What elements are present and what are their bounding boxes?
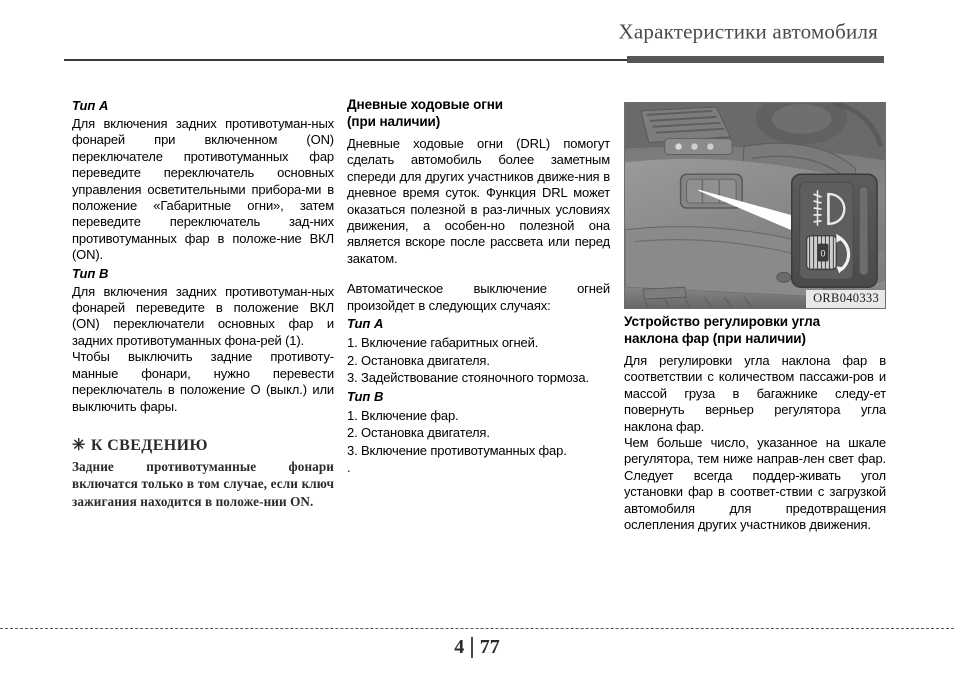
drl-intro-text: Дневные ходовые огни (DRL) помогут сделать автомобиль более заметным спереди для других участников движе-ния в дневное время суток. Функция DRL может оказаться полезной в раз-личных условиях движения, а особен-но полезной она является вскоре после рассвета или перед закатом. xyxy=(347,136,610,266)
header-rule-thick xyxy=(627,56,884,63)
left-type-a-heading: Тип A xyxy=(72,98,109,113)
middle-column xyxy=(347,96,610,476)
list-item: 2. Остановка двигателя. xyxy=(347,425,490,441)
notice-title: К СВЕДЕНИЮ xyxy=(90,436,208,454)
left-type-b-text-2: Чтобы выключить задние противоту-манные фонари, нужно перевести переключатель в положение O (выкл.) или выключить фары. xyxy=(72,349,334,414)
dial-zero-label: 0 xyxy=(820,248,826,259)
leveling-heading-line2: наклона фар (при наличии) xyxy=(624,331,806,346)
auto-off-text: Автоматическое выключение огней произойдет в следующих случаях: xyxy=(347,281,610,313)
drl-heading-line2: (при наличии) xyxy=(347,114,441,129)
chapter-number: 4 xyxy=(454,636,465,658)
left-type-a-text: Для включения задних противотуман-ных фонарей при включенном (ON) переключателе противотуманных фар переведите переключатель основных управления осветительными прибора-ми в положение «Габаритные огни», затем переведите переключатель зад-них противотуманных фар в положе-ние ВКЛ (ON). xyxy=(72,116,334,263)
mid-type-a-heading: Тип A xyxy=(347,316,384,332)
asterisk-icon: ✳ xyxy=(72,436,86,454)
left-type-b-text-1: Для включения задних противотуман-ных фонарей переведите в положение ВКЛ (ON) переключатели основных фар и задних противотуманных фона-рей (1). xyxy=(72,283,334,348)
mid-type-b-heading: Тип B xyxy=(347,388,384,404)
footer-divider xyxy=(0,628,954,629)
list-item: 1. Включение фар. xyxy=(347,407,459,423)
page-number xyxy=(0,636,954,659)
drl-section-heading xyxy=(347,96,610,130)
drl-heading-line1: Дневные ходовые огни xyxy=(347,97,503,112)
leveling-section-heading xyxy=(624,313,886,347)
notice-block xyxy=(72,437,334,511)
notice-body: Задние противотуманные фонари включатся только в том случае, если ключ зажигания находится в положе-нии ON. xyxy=(72,458,334,509)
left-column xyxy=(72,96,334,510)
list-item: 1. Включение габаритных огней. xyxy=(347,335,539,351)
dashboard-illustration xyxy=(625,103,885,308)
callout-panel xyxy=(792,174,877,287)
leveling-text-1: Для регулировки угла наклона фар в соответствии с количеством пассажи-ров и массой груза в багажнике следу-ет повернуть верньер регулятора угла наклона фар. xyxy=(624,353,886,434)
page-header xyxy=(0,0,954,62)
dashboard-figure xyxy=(624,102,886,309)
page-title: Характеристики автомобиля xyxy=(618,19,878,44)
right-column xyxy=(624,313,886,533)
leveling-heading-line1: Устройство регулировки угла xyxy=(624,314,821,329)
leveling-text-2: Чем больше число, указанное на шкале регулятора, тем ниже направ-лен свет фар. Следует всегда поддер-живать угол установки фар в соответ-ствии с загрузкой автомобиля для предотвращения ослепления других участников движения. xyxy=(624,435,886,533)
list-item: 3. Включение противотуманных фар. xyxy=(347,442,567,458)
list-item: 3. Задействование стояночного тормоза. xyxy=(347,370,589,386)
notice-title-row xyxy=(72,437,334,455)
left-type-b-heading: Тип B xyxy=(72,265,109,281)
list-item: 2. Остановка двигателя. xyxy=(347,352,490,368)
stray-period: . xyxy=(347,460,351,476)
figure-caption: ORB040333 xyxy=(806,290,885,308)
page-number-value: 77 xyxy=(479,636,500,658)
